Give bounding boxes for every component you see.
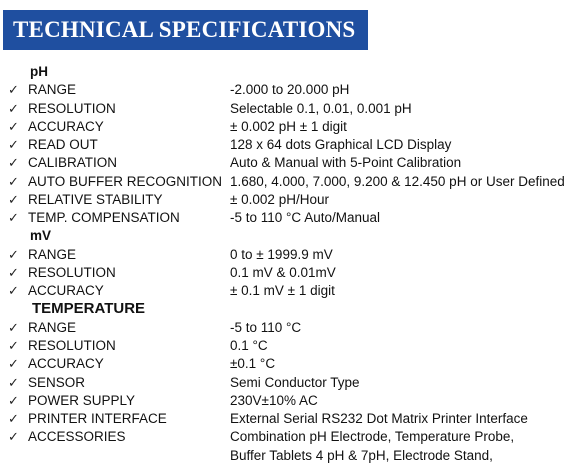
spec-label: RANGE — [28, 82, 77, 98]
checkmark-icon: ✓ — [8, 210, 19, 226]
spec-value: Selectable 0.1, 0.01, 0.001 pH — [230, 100, 412, 116]
section-header-row — [0, 227, 580, 245]
spec-label: PRINTER INTERFACE — [28, 411, 167, 427]
checkmark-icon: ✓ — [8, 82, 19, 98]
spec-value: Combination pH Electrode, Temperature Probe, — [230, 429, 515, 445]
spec-label: RESOLUTION — [28, 337, 116, 353]
checkmark-icon: ✓ — [8, 118, 19, 134]
spec-value: Buffer Tablets 4 pH & 7pH, Electrode Stand, — [230, 447, 493, 463]
spec-value: 0.1 mV & 0.01mV — [230, 264, 336, 280]
spec-value: -5 to 110 °C — [230, 319, 302, 335]
spec-value: ±0.1 °C — [230, 356, 276, 372]
spec-row — [0, 173, 580, 191]
spec-label: POWER SUPPLY — [28, 392, 136, 408]
spec-label: RANGE — [28, 246, 77, 262]
spec-row — [0, 209, 580, 227]
section-header-row — [0, 300, 580, 318]
spec-list — [0, 63, 580, 465]
spec-value: -5 to 110 °C Auto/Manual — [230, 210, 380, 226]
spec-label: ACCESSORIES — [28, 429, 126, 445]
spec-value: ± 0.1 mV ± 1 digit — [230, 283, 335, 299]
spec-value: 230V±10% AC — [230, 392, 318, 408]
checkmark-icon: ✓ — [8, 246, 19, 262]
spec-row — [0, 81, 580, 99]
spec-row — [0, 118, 580, 136]
checkmark-icon: ✓ — [8, 319, 19, 335]
checkmark-icon: ✓ — [8, 155, 19, 171]
section-title: mV — [30, 228, 52, 244]
spec-label: CALIBRATION — [28, 155, 118, 171]
section-title: TEMPERATURE — [32, 300, 146, 318]
checkmark-icon: ✓ — [8, 137, 19, 153]
spec-label: ACCURACY — [28, 118, 104, 134]
checkmark-icon: ✓ — [8, 283, 19, 299]
spec-label: AUTO BUFFER RECOGNITION — [28, 173, 223, 189]
checkmark-icon: ✓ — [8, 100, 19, 116]
spec-row — [0, 428, 580, 446]
spec-row — [0, 319, 580, 337]
spec-row — [0, 374, 580, 392]
spec-value: ± 0.002 pH ± 1 digit — [230, 118, 347, 134]
spec-row — [0, 264, 580, 282]
spec-row — [0, 282, 580, 300]
spec-value: 1.680, 4.000, 7.000, 9.200 & 12.450 pH or User Defined — [230, 173, 565, 189]
spec-value: 128 x 64 dots Graphical LCD Display — [230, 137, 452, 153]
spec-label: ACCURACY — [28, 283, 104, 299]
spec-label: ACCURACY — [28, 356, 104, 372]
section-header-row — [0, 63, 580, 81]
spec-value: Auto & Manual with 5-Point Calibration — [230, 155, 462, 171]
spec-label: READ OUT — [28, 137, 98, 153]
checkmark-icon: ✓ — [8, 429, 19, 445]
spec-row — [0, 355, 580, 373]
spec-value: Semi Conductor Type — [230, 374, 360, 390]
spec-value: 0 to ± 1999.9 mV — [230, 246, 333, 262]
spec-label: TEMP. COMPENSATION — [28, 210, 180, 226]
page-title: TECHNICAL SPECIFICATIONS — [13, 17, 356, 42]
spec-row — [0, 392, 580, 410]
spec-value: External Serial RS232 Dot Matrix Printer Interface — [230, 411, 528, 427]
checkmark-icon: ✓ — [8, 264, 19, 280]
spec-continuation-row — [0, 447, 580, 465]
checkmark-icon: ✓ — [8, 374, 19, 390]
checkmark-icon: ✓ — [8, 173, 19, 189]
spec-label: RESOLUTION — [28, 100, 116, 116]
checkmark-icon: ✓ — [8, 191, 19, 207]
spec-value: 0.1 °C — [230, 337, 268, 353]
spec-label: RANGE — [28, 319, 77, 335]
spec-row — [0, 191, 580, 209]
checkmark-icon: ✓ — [8, 337, 19, 353]
spec-row — [0, 100, 580, 118]
spec-value: -2.000 to 20.000 pH — [230, 82, 350, 98]
checkmark-icon: ✓ — [8, 411, 19, 427]
spec-row — [0, 246, 580, 264]
spec-row — [0, 154, 580, 172]
spec-value: ± 0.002 pH/Hour — [230, 191, 329, 207]
section-title: pH — [30, 64, 48, 79]
checkmark-icon: ✓ — [8, 356, 19, 372]
spec-row — [0, 337, 580, 355]
spec-row — [0, 410, 580, 428]
spec-label: SENSOR — [28, 374, 86, 390]
spec-row — [0, 136, 580, 154]
checkmark-icon: ✓ — [8, 392, 19, 408]
title-banner — [3, 10, 368, 50]
spec-label: RESOLUTION — [28, 264, 116, 280]
spec-label: RELATIVE STABILITY — [28, 191, 163, 207]
